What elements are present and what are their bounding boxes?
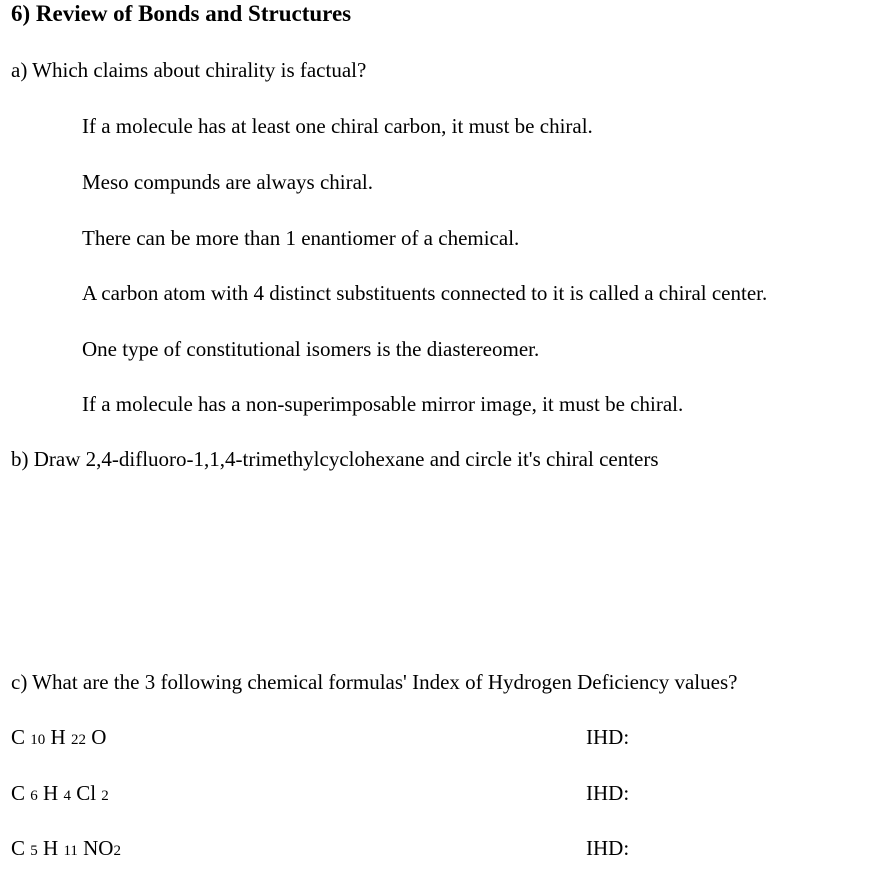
element-symbol: H: [43, 781, 59, 805]
atom-count: 2: [101, 788, 109, 804]
element-symbol: H: [50, 725, 66, 749]
element-symbol: O: [91, 725, 107, 749]
option-4: A carbon atom with 4 distinct substituents connected to it is called a chiral center.: [82, 281, 768, 305]
question-a: a) Which claims about chirality is factual?: [11, 58, 367, 82]
option-2: Meso compunds are always chiral.: [82, 170, 373, 194]
option-1: If a molecule has at least one chiral carbon, it must be chiral.: [82, 114, 593, 138]
atom-count: 6: [30, 788, 38, 804]
atom-count: 22: [70, 732, 86, 748]
ihd-label-1: IHD:: [586, 725, 630, 749]
question-b: b) Draw 2,4-difluoro-1,1,4-trimethylcyclohexane and circle it's chiral centers: [11, 447, 659, 471]
atom-count: 11: [63, 843, 78, 859]
element-symbol: C: [11, 836, 26, 860]
atom-count: 4: [63, 788, 71, 804]
formula-1: [11, 725, 106, 750]
element-symbol: NO: [83, 836, 114, 860]
ihd-label-3: IHD:: [586, 836, 630, 860]
question-c: c) What are the 3 following chemical formulas' Index of Hydrogen Deficiency values?: [11, 670, 738, 694]
option-5: One type of constitutional isomers is the diastereomer.: [82, 337, 540, 361]
element-symbol: C: [11, 725, 26, 749]
element-symbol: H: [43, 836, 59, 860]
element-symbol: C: [11, 781, 26, 805]
option-6: If a molecule has a non-superimposable mirror image, it must be chiral.: [82, 392, 684, 416]
atom-count: 5: [30, 843, 38, 859]
option-3: There can be more than 1 enantiomer of a chemical.: [82, 226, 520, 250]
ihd-label-2: IHD:: [586, 781, 630, 805]
element-symbol: Cl: [76, 781, 97, 805]
section-title: 6) Review of Bonds and Structures: [11, 1, 352, 26]
atom-count: 2: [113, 843, 121, 859]
formula-3: [11, 836, 121, 861]
formula-2: [11, 781, 109, 806]
atom-count: 10: [30, 732, 46, 748]
